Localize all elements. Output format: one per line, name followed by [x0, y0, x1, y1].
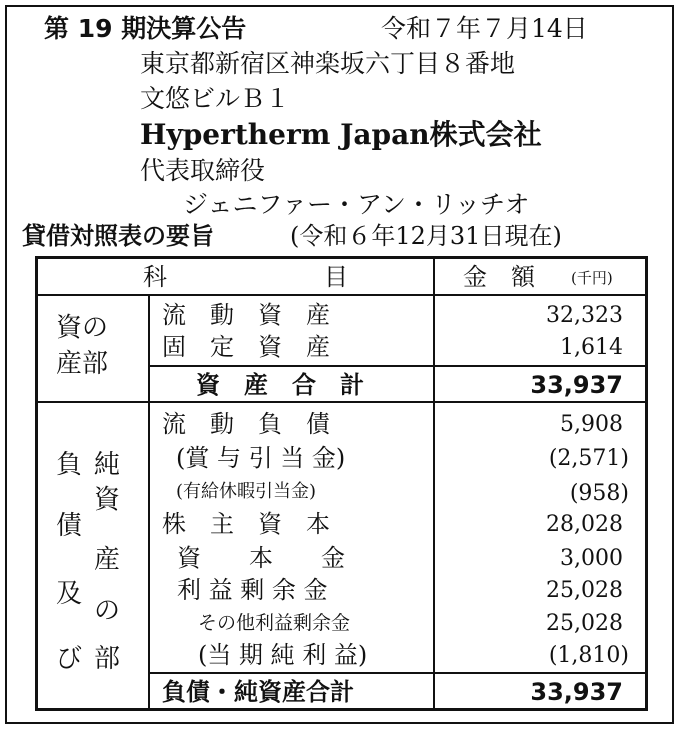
address-line1: 東京都新宿区神楽坂六丁目８番地: [140, 49, 516, 78]
liab-row-value: 28,028: [546, 512, 623, 537]
value-column-divider: [433, 259, 435, 708]
company-name: Hypertherm Japan株式会社: [140, 118, 542, 151]
balance-sheet-table: [35, 256, 648, 711]
liab-row-value: 25,028: [546, 611, 623, 636]
section-divider: [38, 401, 645, 403]
group-column-divider: [148, 295, 150, 708]
liab-row-value: (958): [569, 481, 629, 506]
asset-row-value: 32,323: [546, 303, 623, 328]
assets-total-divider: [148, 365, 645, 367]
assets-group-label-2: 産部: [56, 349, 109, 379]
liab-group-right-3: 産: [94, 545, 121, 575]
liab-row-value: 25,028: [546, 578, 623, 603]
notice-title: 第 19 期決算公告: [44, 14, 247, 43]
liab-group-left-2: 債: [56, 511, 83, 541]
notice-date: 令和７年７月14日: [381, 14, 588, 43]
address-line2: 文悠ビルＢ１: [140, 84, 291, 113]
liab-row-label: その他利益剰余金: [198, 612, 351, 634]
asset-row-label: 固 定 資 産: [162, 333, 330, 361]
balance-sheet-heading: 貸借対照表の要旨: [22, 222, 214, 250]
balance-sheet-period: (令和６年12月31日現在): [290, 222, 562, 250]
liab-row-label: (賞 与 引 当 金): [176, 444, 346, 472]
liab-total-label: 負債・純資産合計: [162, 678, 354, 706]
header-divider: [38, 294, 645, 296]
assets-total-value: 33,937: [530, 371, 623, 399]
representative-name: ジェニファー・アン・リッチオ: [183, 190, 530, 219]
representative-title: 代表取締役: [140, 156, 266, 185]
liab-row-label: (有給休暇引当金): [176, 481, 317, 502]
liab-group-left-1: 負: [56, 450, 83, 480]
asset-row-value: 1,614: [560, 335, 623, 360]
asset-row-label: 流 動 資 産: [162, 301, 330, 329]
assets-total-label: 資 産 合 計: [196, 371, 364, 399]
liabilities-total-divider: [148, 672, 645, 674]
liab-row-value: 5,908: [560, 412, 623, 437]
header-item-b: 目: [324, 263, 348, 291]
liab-row-label: 利 益 剰 余 金: [177, 576, 328, 604]
liab-group-right-1: 純: [94, 450, 121, 480]
liab-group-right-5: 部: [94, 644, 121, 674]
liab-row-label: 資 本 金: [177, 544, 345, 572]
header-item-a: 科: [143, 263, 167, 291]
header-unit: (千円): [571, 269, 613, 287]
liab-group-right-2: 資: [94, 485, 121, 515]
liab-group-left-3: 及: [56, 579, 83, 609]
assets-group-label-1: 資の: [56, 313, 109, 343]
header-amount: 金 額: [463, 263, 535, 291]
liab-row-value: (2,571): [548, 446, 629, 471]
liab-row-value: (1,810): [548, 643, 629, 668]
liab-group-right-4: の: [94, 596, 121, 626]
liab-row-label: 流 動 負 債: [162, 410, 330, 438]
liab-row-value: 3,000: [560, 546, 623, 571]
liab-row-label: (当 期 純 利 益): [198, 641, 368, 669]
liab-row-label: 株 主 資 本: [162, 510, 330, 538]
liab-total-value: 33,937: [530, 678, 623, 706]
liab-group-left-4: び: [56, 644, 83, 674]
